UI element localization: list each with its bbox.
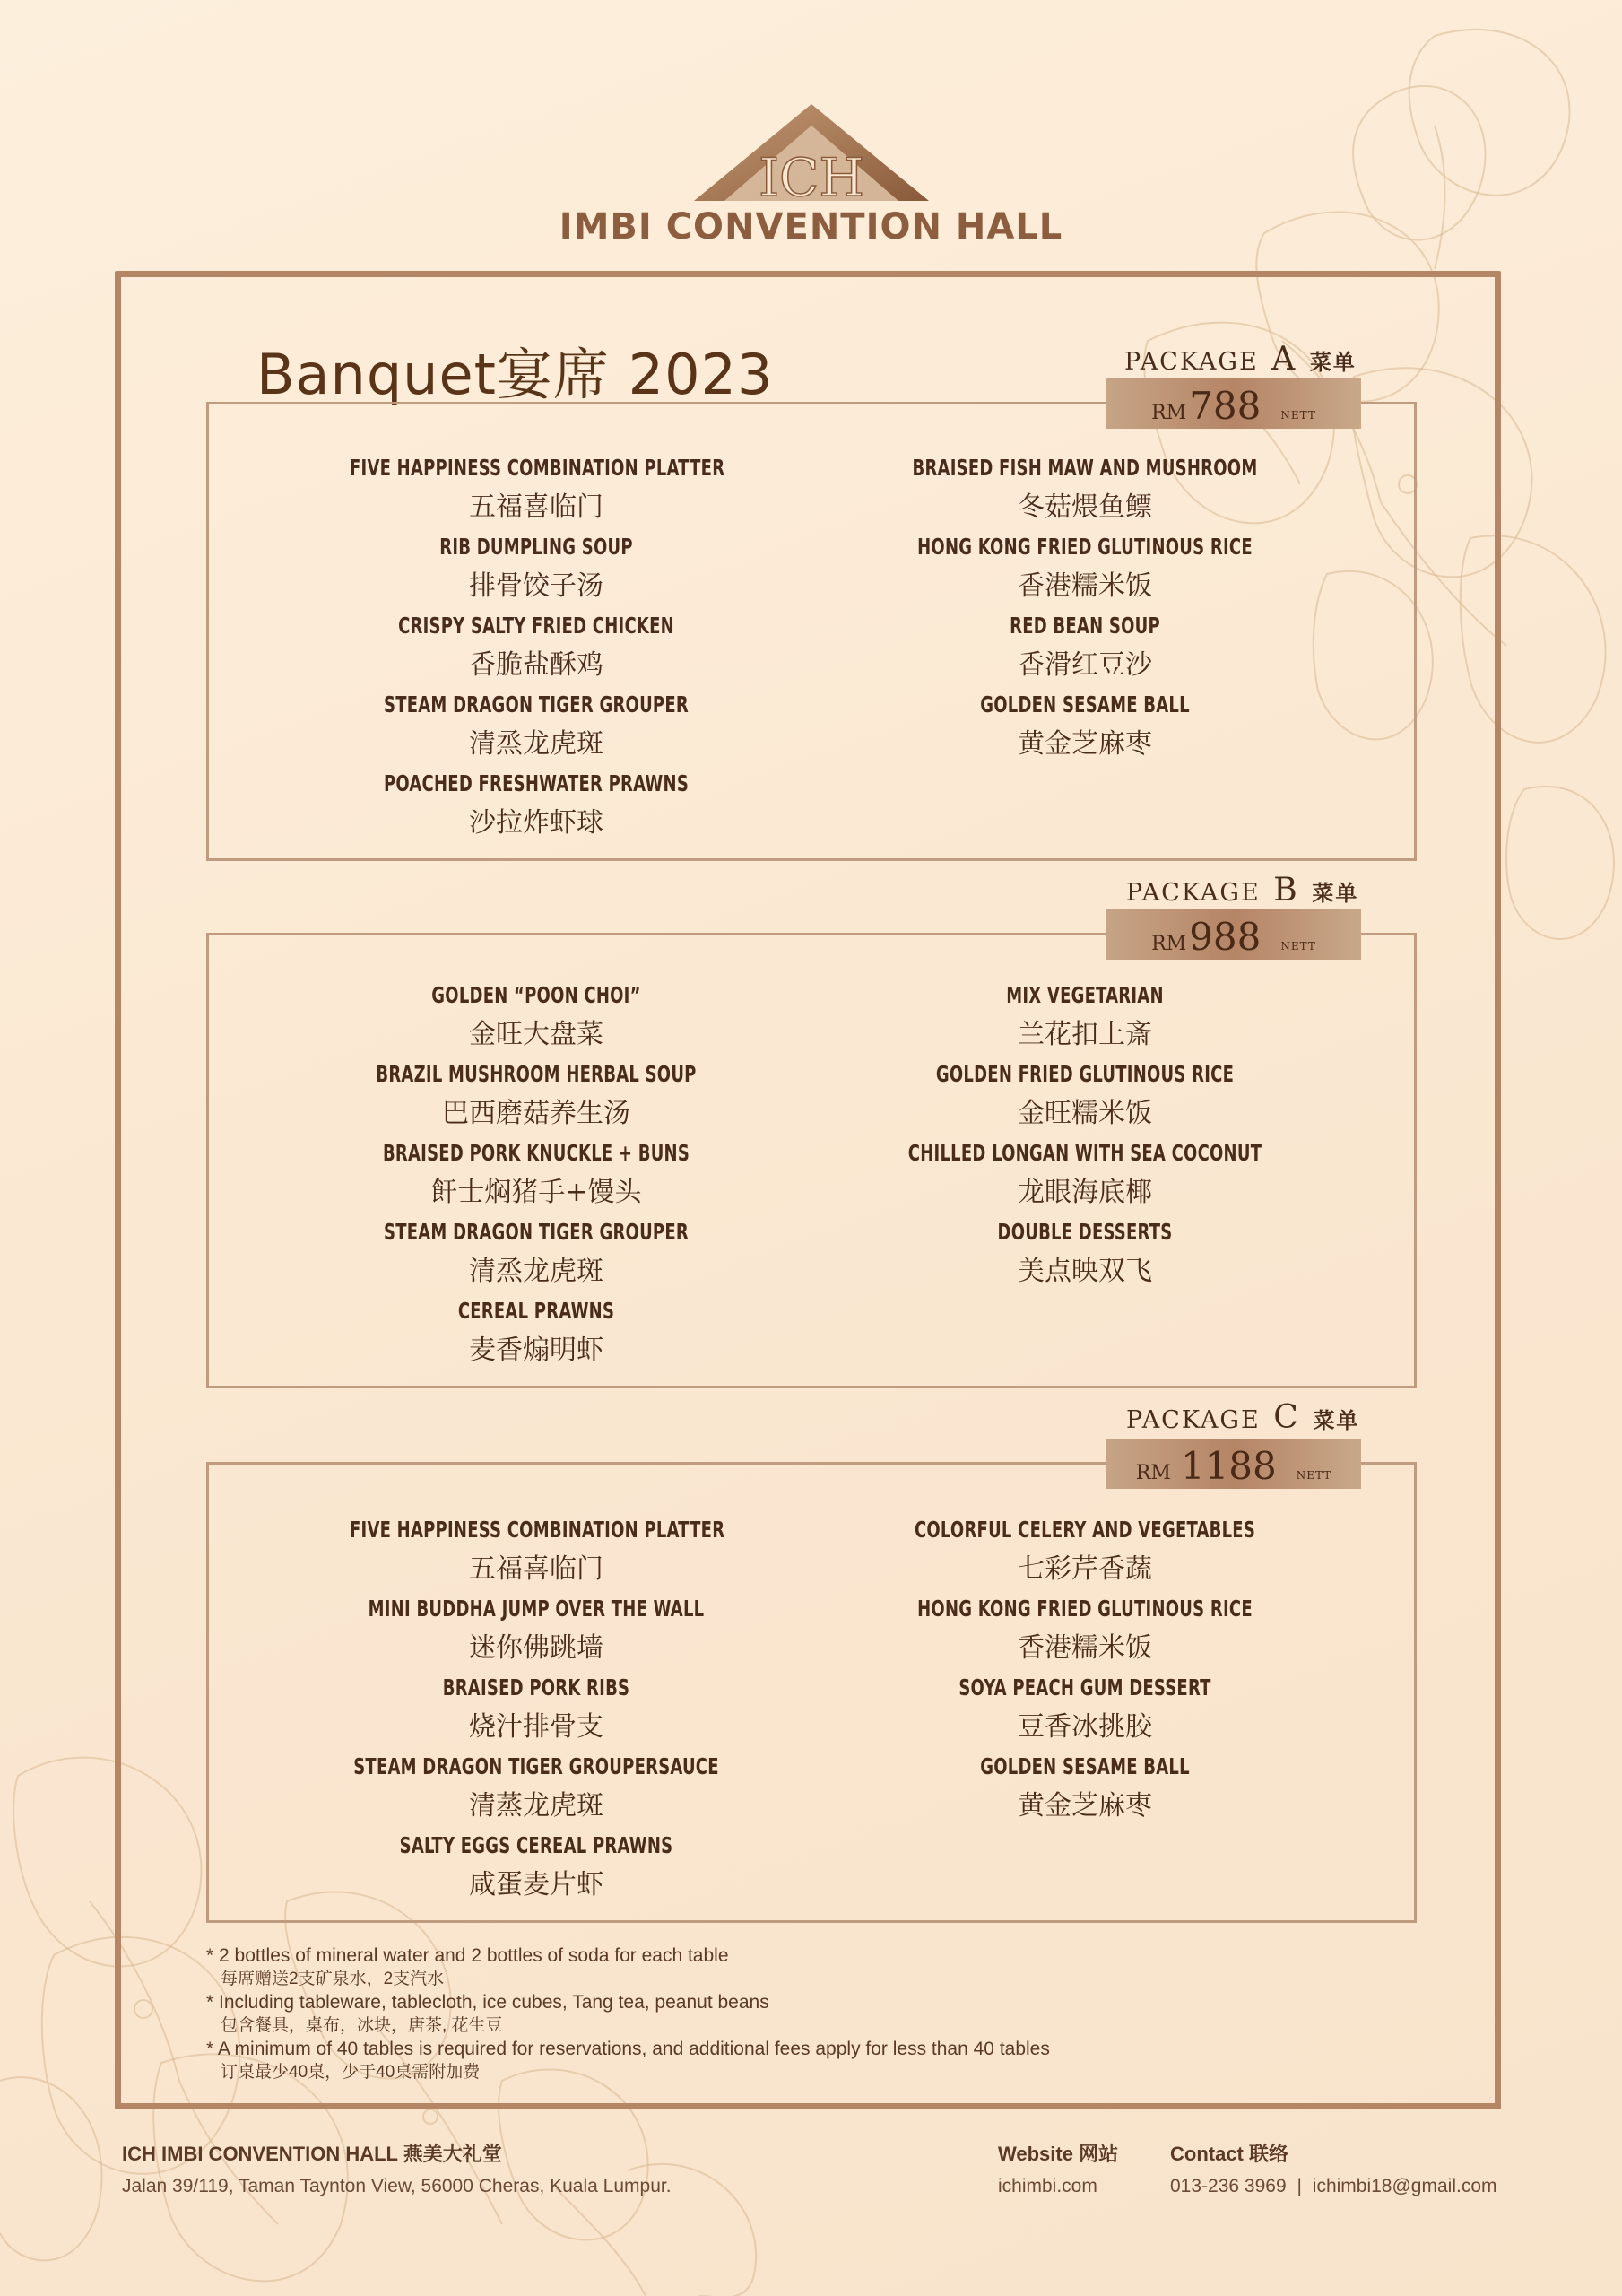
- menu-item: [852, 976, 1318, 1055]
- dish-en: CRISPY SALTY FRIED CHICKEN: [398, 613, 674, 639]
- note-zh: 每席赠送2支矿泉水，2支汽水: [221, 1970, 445, 1988]
- dish-en: SALTY EGGS CEREAL PRAWNS: [399, 1832, 673, 1858]
- package-a-left-menu: [303, 448, 769, 843]
- menu-item: [303, 1213, 769, 1292]
- package-letter: A: [1271, 341, 1297, 378]
- dish-en: GOLDEN “POON CHOI”: [431, 982, 641, 1008]
- dish-zh: 香脆盐酥鸡: [469, 649, 603, 681]
- package-c-label: [1126, 1399, 1359, 1436]
- menu-item: [852, 606, 1318, 685]
- menu-item: [852, 1668, 1318, 1747]
- dish-zh: 香港糯米饭: [1018, 1632, 1152, 1664]
- package-label-cn: 菜单: [1313, 1408, 1360, 1433]
- venue-address: Jalan 39/119, Taman Taynton View, 56000 Cheras, Kuala Lumpur.: [122, 2176, 672, 2196]
- dish-zh: 五福喜临门: [469, 1553, 603, 1585]
- dish-zh: 冬菇煨鱼鳔: [1018, 491, 1152, 523]
- dish-en: DOUBLE DESSERTS: [997, 1219, 1173, 1245]
- menu-item: [303, 976, 769, 1055]
- menu-item: [852, 1213, 1318, 1292]
- dish-zh: 咸蛋麦片虾: [469, 1869, 603, 1900]
- dish-zh: 金旺大盘菜: [469, 1019, 603, 1050]
- price-amount: 988: [1189, 915, 1262, 959]
- package-letter: C: [1273, 1399, 1300, 1436]
- contact-details: [1170, 2176, 1497, 2197]
- contact-email[interactable]: ichimbi18@gmail.com: [1312, 2176, 1497, 2196]
- note-en: * Including tableware, tablecloth, ice cubes, Tang tea, peanut beans: [206, 1992, 769, 2013]
- price-currency: RM: [1135, 1462, 1171, 1484]
- dish-zh: 麦香煽明虾: [469, 1335, 603, 1366]
- contact-label: Contact 联络: [1170, 2143, 1289, 2165]
- menu-item: [303, 1826, 769, 1905]
- dish-zh: 黄金芝麻枣: [1018, 1790, 1152, 1822]
- terms-notes: [206, 1944, 1050, 2084]
- ich-logo: [0, 99, 1622, 204]
- dish-en: GOLDEN SESAME BALL: [980, 1753, 1190, 1779]
- menu-item: [303, 1292, 769, 1370]
- menu-item: [303, 1510, 769, 1589]
- price-nett: NETT: [1280, 940, 1316, 952]
- dish-en: HONG KONG FRIED GLUTINOUS RICE: [917, 534, 1253, 560]
- menu-item: [303, 1134, 769, 1213]
- note-en: * 2 bottles of mineral water and 2 bottles of soda for each table: [206, 1945, 729, 1966]
- dish-en: STEAM DRAGON TIGER GROUPER: [384, 691, 689, 718]
- menu-item: [852, 1055, 1318, 1134]
- dish-en: STEAM DRAGON TIGER GROUPERSAUCE: [353, 1753, 719, 1779]
- dish-en: RED BEAN SOUP: [1010, 613, 1160, 639]
- dish-en: COLORFUL CELERY AND VEGETABLES: [914, 1517, 1256, 1543]
- note-en: * A minimum of 40 tables is required for reservations, and additional fees apply for less than 40 tables: [206, 2039, 1050, 2059]
- dish-zh: 香滑红豆沙: [1018, 649, 1152, 681]
- price-amount: 788: [1189, 384, 1262, 428]
- dish-en: MINI BUDDHA JUMP OVER THE WALL: [368, 1596, 705, 1622]
- dish-zh: 飦士焖猪手+馒头: [430, 1177, 642, 1208]
- note-zh: 订桌最少40桌，少于40桌需附加费: [221, 2063, 481, 2082]
- website-label: Website 网站: [998, 2143, 1119, 2165]
- menu-item: [303, 764, 769, 843]
- footer-website: [998, 2139, 1118, 2197]
- dish-zh: 豆香冰挑胶: [1018, 1711, 1152, 1743]
- price-currency: RM: [1151, 402, 1187, 424]
- menu-item: [852, 1747, 1318, 1826]
- menu-item: [303, 1747, 769, 1826]
- dish-zh: 兰花扣上斎: [1018, 1019, 1152, 1050]
- dish-zh: 七彩芹香蔬: [1018, 1553, 1152, 1585]
- price-nett: NETT: [1280, 409, 1316, 422]
- dish-en: SOYA PEACH GUM DESSERT: [958, 1674, 1211, 1700]
- price-nett: NETT: [1296, 1469, 1332, 1482]
- dish-en: RIB DUMPLING SOUP: [439, 534, 633, 560]
- dish-en: STEAM DRAGON TIGER GROUPER: [384, 1219, 689, 1245]
- dish-en: CEREAL PRAWNS: [457, 1298, 615, 1324]
- note-zh: 包含餐具，桌布，冰块，唐茶, 花生豆: [221, 2016, 503, 2035]
- price-amount: 1188: [1180, 1444, 1277, 1488]
- dish-zh: 龙眼海底椰: [1018, 1177, 1152, 1208]
- menu-item: [303, 1668, 769, 1747]
- dish-zh: 迷你佛跳墙: [469, 1632, 603, 1664]
- dish-en: CHILLED LONGAN WITH SEA COCONUT: [907, 1140, 1262, 1166]
- logo-letters: ICH: [758, 147, 864, 204]
- dish-en: HONG KONG FRIED GLUTINOUS RICE: [917, 1596, 1253, 1622]
- dish-en: GOLDEN FRIED GLUTINOUS RICE: [935, 1061, 1235, 1087]
- menu-item: [303, 448, 769, 527]
- package-letter: B: [1273, 872, 1299, 909]
- package-b-left-menu: [303, 976, 769, 1370]
- package-label-cn: 菜单: [1312, 881, 1359, 906]
- menu-item: [852, 1510, 1318, 1589]
- dish-zh: 清烝龙虎斑: [469, 728, 603, 760]
- package-a-label: [1124, 341, 1357, 378]
- ich-roof-logo-icon: [690, 99, 932, 204]
- menu-item: [852, 1134, 1318, 1213]
- dish-en: GOLDEN SESAME BALL: [980, 691, 1190, 718]
- package-label-prefix: PACKAGE: [1126, 879, 1261, 907]
- menu-item: [852, 1589, 1318, 1668]
- package-c-right-menu: [852, 1510, 1318, 1826]
- package-label-cn: 菜单: [1309, 350, 1357, 375]
- website-link[interactable]: ichimbi.com: [998, 2176, 1097, 2196]
- contact-separator: |: [1297, 2176, 1302, 2196]
- venue-name: ICH IMBI CONVENTION HALL 燕美大礼堂: [122, 2143, 502, 2165]
- menu-item: [303, 1055, 769, 1134]
- dish-zh: 美点映双飞: [1018, 1256, 1152, 1287]
- menu-item: [303, 527, 769, 606]
- dish-en: FIVE HAPPINESS COMBINATION PLATTER: [350, 1517, 725, 1543]
- dish-zh: 沙拉炸虾球: [469, 807, 603, 839]
- dish-en: POACHED FRESHWATER PRAWNS: [383, 770, 690, 796]
- menu-item: [303, 606, 769, 685]
- menu-item: [852, 527, 1318, 606]
- menu-item: [852, 685, 1318, 764]
- dish-zh: 排骨饺子汤: [469, 570, 603, 602]
- package-b-label: [1126, 872, 1358, 909]
- dish-zh: 清烝龙虎斑: [469, 1256, 603, 1287]
- brand-name: IMBI CONVENTION HALL: [559, 206, 1063, 248]
- package-a-price-tag: [1106, 378, 1361, 429]
- dish-en: BRAISED PORK RIBS: [442, 1674, 630, 1700]
- package-a-right-menu: [852, 448, 1318, 764]
- dish-en: BRAISED FISH MAW AND MUSHROOM: [912, 455, 1258, 481]
- package-label-prefix: PACKAGE: [1124, 348, 1259, 376]
- dish-en: FIVE HAPPINESS COMBINATION PLATTER: [350, 455, 725, 481]
- dish-zh: 巴西磨菇养生汤: [442, 1098, 630, 1129]
- page-title: Banquet宴席 2023: [256, 342, 774, 407]
- footer-contact: [1170, 2139, 1497, 2197]
- dish-zh: 清蒸龙虎斑: [469, 1790, 603, 1822]
- package-b-right-menu: [852, 976, 1318, 1292]
- dish-zh: 黄金芝麻枣: [1018, 728, 1152, 760]
- dish-en: MIX VEGETARIAN: [1006, 982, 1164, 1008]
- dish-zh: 五福喜临门: [469, 491, 603, 523]
- menu-item: [303, 1589, 769, 1668]
- package-c-price-tag: [1106, 1439, 1361, 1489]
- dish-zh: 香港糯米饭: [1018, 570, 1152, 602]
- package-b-price-tag: [1106, 909, 1361, 960]
- contact-phone[interactable]: 013-236 3969: [1170, 2176, 1287, 2196]
- menu-item: [303, 685, 769, 764]
- package-label-prefix: PACKAGE: [1126, 1406, 1261, 1434]
- package-c-left-menu: [303, 1510, 769, 1905]
- dish-en: BRAZIL MUSHROOM HERBAL SOUP: [376, 1061, 697, 1087]
- price-currency: RM: [1151, 933, 1187, 955]
- menu-item: [852, 448, 1318, 527]
- dish-zh: 烧汁排骨支: [469, 1711, 603, 1743]
- footer-venue: [122, 2139, 672, 2197]
- dish-en: BRAISED PORK KNUCKLE + BUNS: [382, 1140, 690, 1166]
- dish-zh: 金旺糯米饭: [1018, 1098, 1152, 1129]
